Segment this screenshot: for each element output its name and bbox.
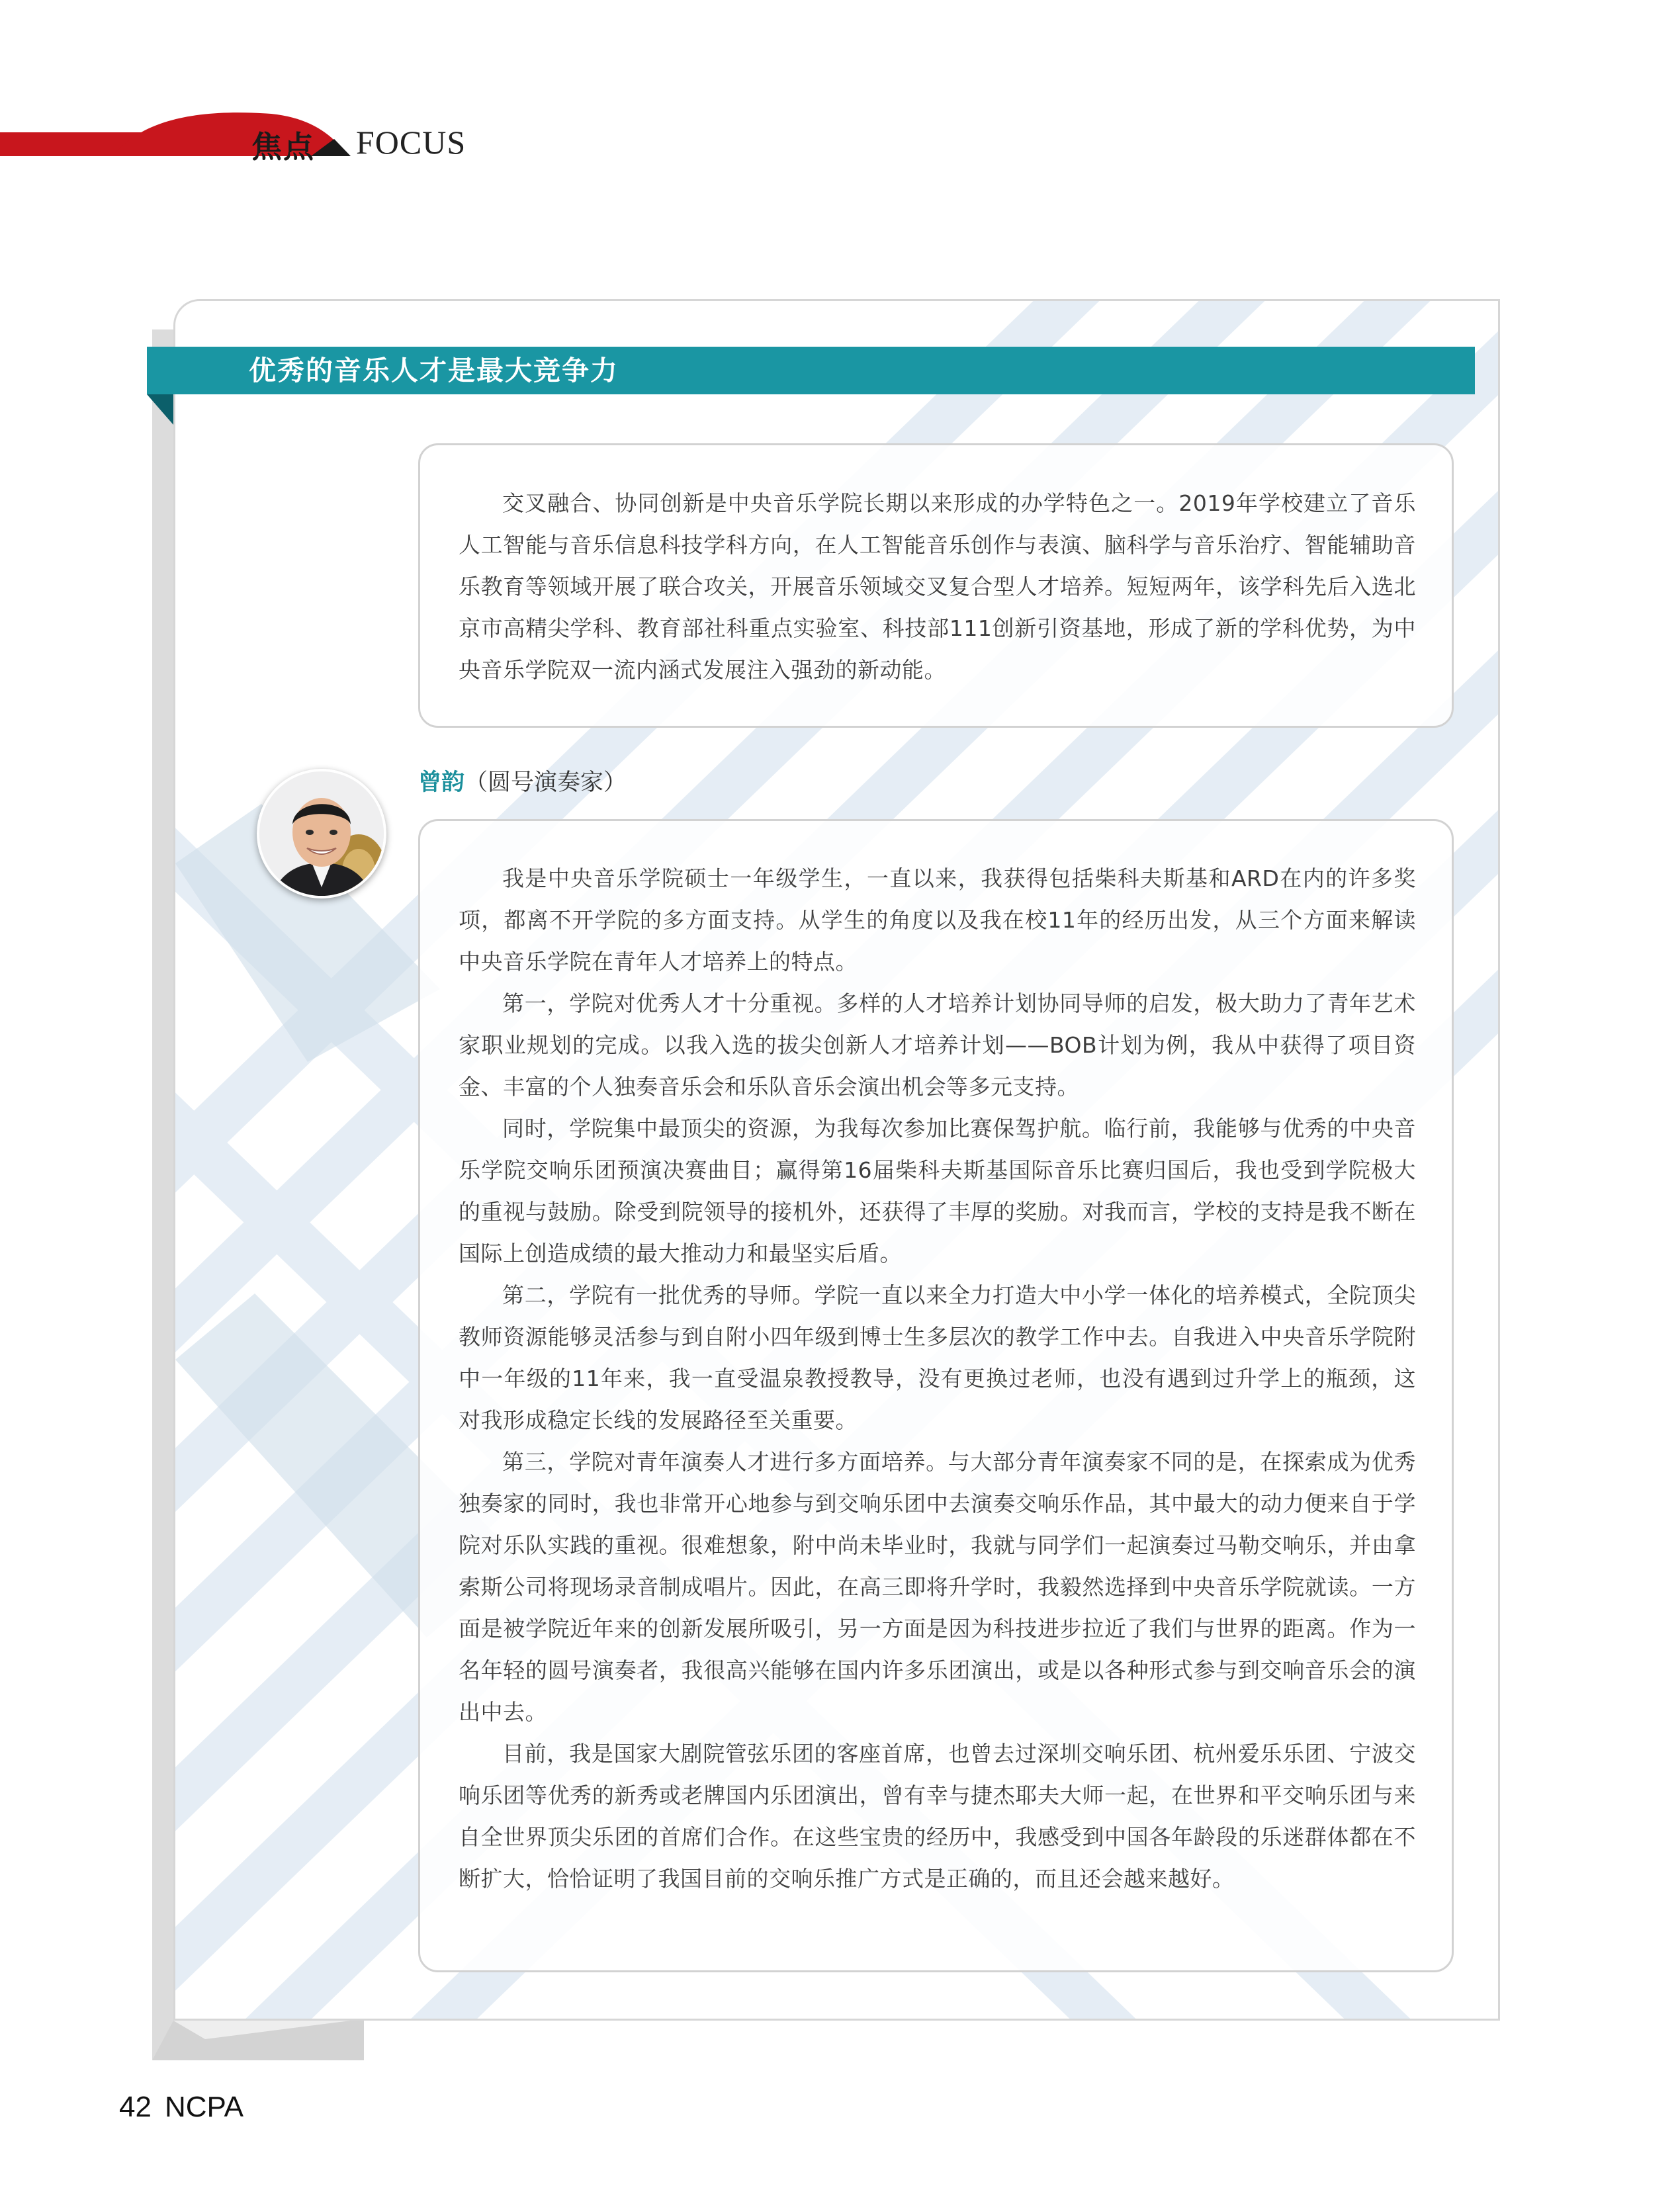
section-label-cn: 焦点: [251, 129, 315, 165]
author-avatar: [257, 769, 386, 898]
article-paragraph: 我是中央音乐学院硕士一年级学生，一直以来，我获得包括柴科夫斯基和ARD在内的许多奖项，都离不开学院的多方面支持。从学生的角度以及我在校11年的经历出发，从三个方面来解读中央音乐学院在青年人才培养上的特点。: [459, 865, 1416, 975]
banner-fold-tail: [147, 394, 173, 425]
author-name: 曾韵: [418, 769, 465, 796]
portrait-photo: [259, 771, 384, 896]
card-fold-corner: [152, 2021, 364, 2060]
article-box: [418, 819, 1454, 1972]
page-folio: [119, 2091, 257, 2124]
article-paragraph: 第一，学院对优秀人才十分重视。多样的人才培养计划协同导师的启发，极大助力了青年艺术家职业规划的完成。以我入选的拔尖创新人才培养计划——BOB计划为例，我从中获得了项目资金、丰富的个人独奏音乐会和乐队音乐会演出机会等多元支持。: [459, 990, 1416, 1100]
article-paragraph: 第二，学院有一批优秀的导师。学院一直以来全力打造大中小学一体化的培养模式，全院顶尖教师资源能够灵活参与到自附小四年级到博士生多层次的教学工作中去。自我进入中央音乐学院附中一年级的11年来，我一直受温泉教授教导，没有更换过老师，也没有遇到过升学上的瓶颈，这对我形成稳定长线的发展路径至关重要。: [459, 1282, 1416, 1433]
intro-paragraph: 交叉融合、协同创新是中央音乐学院长期以来形成的办学特色之一。2019年学校建立了音乐人工智能与音乐信息科技学科方向，在人工智能音乐创作与表演、脑科学与音乐治疗、智能辅助音乐教育等领域开展了联合攻关，开展音乐领域交叉复合型人才培养。短短两年，该学科先后入选北京市高精尖学科、教育部社科重点实验室、科技部111创新引资基地，形成了新的学科优势，为中央音乐学院双一流内涵式发展注入强劲的新动能。: [459, 490, 1416, 683]
article-paragraph: 目前，我是国家大剧院管弦乐团的客座首席，也曾去过深圳交响乐团、杭州爱乐乐团、宁波交响乐团等优秀的新秀或老牌国内乐团演出，曾有幸与捷杰耶夫大师一起，在世界和平交响乐团与来自全世界顶尖乐团的首席们合作。在这些宝贵的经历中，我感受到中国各年龄段的乐迷群体都在不断扩大，恰恰证明了我国目前的交响乐推广方式是正确的，而且还会越来越好。: [459, 1741, 1416, 1892]
page-number: 42: [119, 2091, 152, 2123]
section-label-en: FOCUS: [356, 124, 466, 161]
author-line: [418, 766, 627, 799]
intro-box: [418, 443, 1454, 728]
article-paragraph: 同时，学院集中最顶尖的资源，为我每次参加比赛保驾护航。临行前，我能够与优秀的中央音乐学院交响乐团预演决赛曲目；赢得第16届柴科夫斯基国际音乐比赛归国后，我也受到学院极大的重视与鼓励。除受到院领导的接机外，还获得了丰厚的奖励。对我而言，学校的支持是我不断在国际上创造成绩的最大推动力和最坚实后盾。: [459, 1116, 1416, 1266]
article-paragraph: 第三，学院对青年演奏人才进行多方面培养。与大部分青年演奏家不同的是，在探索成为优秀独奏家的同时，我也非常开心地参与到交响乐团中去演奏交响乐作品，其中最大的动力便来自于学院对乐队实践的重视。很难想象，附中尚未毕业时，我就与同学们一起演奏过马勒交响乐，并由拿索斯公司将现场录音制成唱片。因此，在高三即将升学时，我毅然选择到中央音乐学院就读。一方面是被学院近年来的创新发展所吸引，另一方面是因为科技进步拉近了我们与世界的距离。作为一名年轻的圆号演奏者，我很高兴能够在国内许多乐团演出，或是以各种形式参与到交响音乐会的演出中去。: [459, 1449, 1416, 1725]
publication-name: NCPA: [164, 2091, 243, 2123]
section-title: 优秀的音乐人才是最大竞争力: [249, 355, 619, 386]
author-role: （圆号演奏家）: [464, 769, 627, 796]
